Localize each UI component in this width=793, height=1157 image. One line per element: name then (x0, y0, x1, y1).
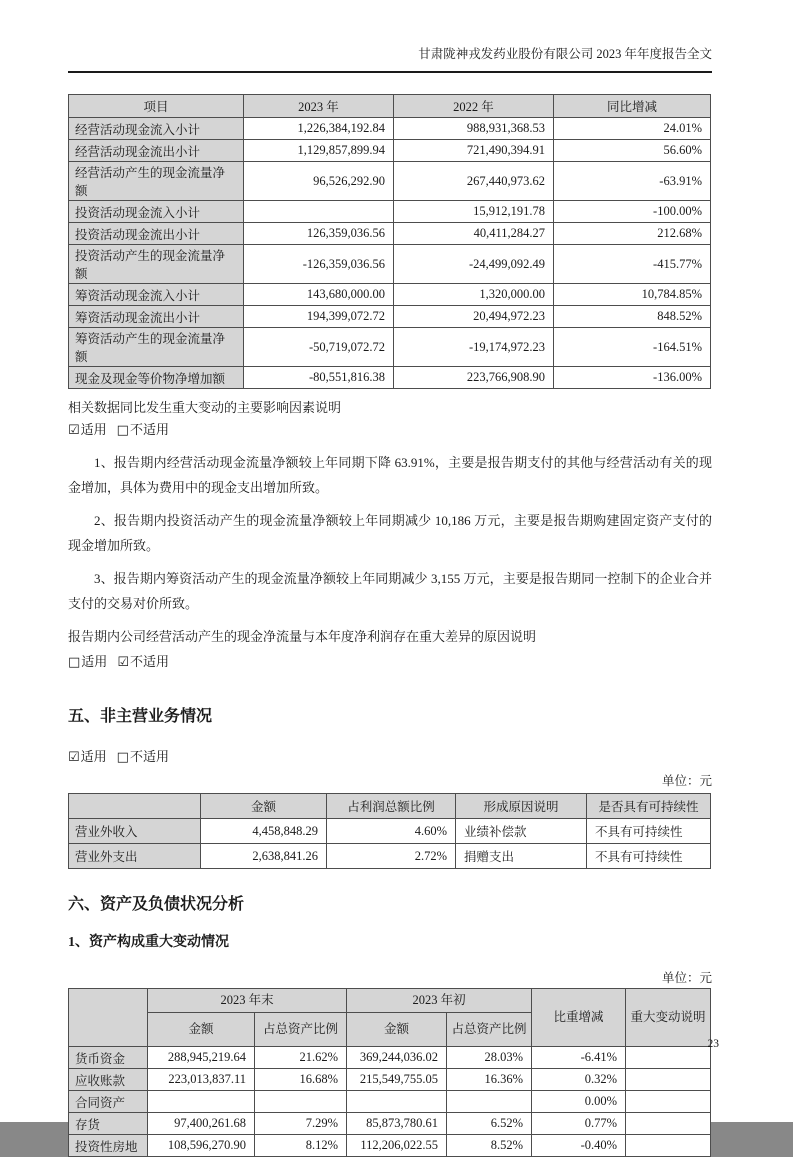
table-row (69, 306, 711, 328)
table-header-row (69, 95, 711, 118)
value-cell: 0.00% (532, 1091, 626, 1113)
value-cell: 28.03% (447, 1047, 532, 1069)
value-cell: 288,945,219.64 (148, 1047, 255, 1069)
page-header (68, 46, 712, 62)
value-cell: 215,549,755.05 (347, 1069, 447, 1091)
value-cell: 848.52% (554, 306, 711, 328)
applicability-line (68, 419, 712, 442)
checkbox-label: 适用 (81, 654, 108, 669)
row-label-cell: 筹资活动现金流入小计 (69, 284, 244, 306)
value-cell (626, 1047, 711, 1069)
non-operating-table (68, 793, 711, 869)
factors-title: 相关数据同比发生重大变动的主要影响因素说明 (68, 400, 342, 415)
value-cell: -50,719,072.72 (244, 328, 394, 367)
table-header-row (69, 989, 711, 1013)
value-cell: 721,490,394.91 (394, 140, 554, 162)
cash-flow-table (68, 94, 711, 389)
page-number: 23 (707, 1038, 719, 1050)
column-header: 是否具有可持续性 (587, 794, 711, 819)
row-label-cell: 存货 (69, 1113, 148, 1135)
value-cell: 16.36% (447, 1069, 532, 1091)
value-cell: 0.77% (532, 1113, 626, 1135)
row-label-cell: 投资活动产生的现金流量净额 (69, 245, 244, 284)
value-cell: -6.41% (532, 1047, 626, 1069)
table-row (69, 1069, 711, 1091)
value-cell: -415.77% (554, 245, 711, 284)
value-cell: 业绩补偿款 (456, 819, 587, 844)
value-cell (626, 1091, 711, 1113)
table-row (69, 1047, 711, 1069)
value-cell: 96,526,292.90 (244, 162, 394, 201)
value-cell: -100.00% (554, 201, 711, 223)
value-cell: 1,226,384,192.84 (244, 118, 394, 140)
value-cell: 85,873,780.61 (347, 1113, 447, 1135)
value-cell (626, 1135, 711, 1157)
value-cell: 2.72% (327, 844, 456, 869)
row-label-cell: 筹资活动现金流出小计 (69, 306, 244, 328)
value-cell: 4,458,848.29 (201, 819, 327, 844)
value-cell (626, 1069, 711, 1091)
value-cell: -63.91% (554, 162, 711, 201)
row-label-cell: 营业外收入 (69, 819, 201, 844)
value-cell (347, 1091, 447, 1113)
checkbox-label: 适用 (80, 749, 107, 764)
row-label-cell: 经营活动现金流出小计 (69, 140, 244, 162)
value-cell: 24.01% (554, 118, 711, 140)
header-rule (68, 71, 712, 73)
value-cell (148, 1091, 255, 1113)
note-paragraph-2: 2、报告期内投资活动产生的现金流量净额较上年同期减少 10,186 万元，主要是报告期购建固定资产支付的现金增加所致。 (68, 513, 712, 553)
column-header: 金额 (347, 1013, 447, 1047)
table-row (69, 162, 711, 201)
value-cell: 10,784.85% (554, 284, 711, 306)
unit-label: 单位：元 (661, 774, 712, 788)
column-header: 比重增减 (532, 989, 626, 1047)
table-row (69, 1091, 711, 1113)
value-cell: 223,013,837.11 (148, 1069, 255, 1091)
report-title: 甘肃陇神戎发药业股份有限公司 2023 年年度报告全文 (418, 47, 712, 61)
value-cell: -136.00% (554, 367, 711, 389)
table-row (69, 284, 711, 306)
value-cell: 143,680,000.00 (244, 284, 394, 306)
value-cell: 40,411,284.27 (394, 223, 554, 245)
section5-title: 五、非主营业务情况 (68, 708, 213, 725)
corner-cell (69, 989, 148, 1047)
value-cell: 267,440,973.62 (394, 162, 554, 201)
section6-subtitle: 1、资产构成重大变动情况 (68, 935, 229, 950)
row-label-cell: 经营活动产生的现金流量净额 (69, 162, 244, 201)
table-header-row (69, 794, 711, 819)
value-cell: -19,174,972.23 (394, 328, 554, 367)
value-cell (447, 1091, 532, 1113)
column-header: 重大变动说明 (626, 989, 711, 1047)
section6-title: 六、资产及负债状况分析 (68, 896, 245, 913)
value-cell: 2,638,841.26 (201, 844, 327, 869)
value-cell: 126,359,036.56 (244, 223, 394, 245)
column-header: 占总资产比例 (447, 1013, 532, 1047)
section5-applicability-line (68, 746, 712, 769)
value-cell: 1,129,857,899.94 (244, 140, 394, 162)
row-label-cell: 投资活动现金流出小计 (69, 223, 244, 245)
column-header: 占利润总额比例 (327, 794, 456, 819)
column-header: 占总资产比例 (255, 1013, 347, 1047)
checkbox-checked-icon: ☑ (117, 655, 129, 670)
table-row (69, 223, 711, 245)
row-label-cell: 经营活动现金流入小计 (69, 118, 244, 140)
diff-applicability-line (68, 651, 712, 674)
unit-label: 单位：元 (661, 971, 712, 985)
row-label-cell: 筹资活动产生的现金流量净额 (69, 328, 244, 367)
value-cell: 212.68% (554, 223, 711, 245)
value-cell: 97,400,261.68 (148, 1113, 255, 1135)
table-row (69, 140, 711, 162)
table-row (69, 819, 711, 844)
value-cell: -164.51% (554, 328, 711, 367)
diff-title: 报告期内公司经营活动产生的现金净流量与本年度净利润存在重大差异的原因说明 (68, 629, 537, 644)
value-cell: -126,359,036.56 (244, 245, 394, 284)
column-header: 2023 年 (244, 95, 394, 118)
value-cell: 0.32% (532, 1069, 626, 1091)
value-cell: 7.29% (255, 1113, 347, 1135)
checkbox-checked-icon: ☑ (68, 423, 80, 438)
value-cell: 108,596,270.90 (148, 1135, 255, 1157)
row-label-cell: 投资性房地 (69, 1135, 148, 1157)
column-header: 同比增减 (554, 95, 711, 118)
value-cell: 369,244,036.02 (347, 1047, 447, 1069)
checkbox-unchecked-icon: □ (116, 423, 129, 438)
checkbox-label: 适用 (80, 422, 107, 437)
value-cell: 捐赠支出 (456, 844, 587, 869)
column-header: 金额 (201, 794, 327, 819)
assets-table (68, 988, 711, 1157)
table-row (69, 118, 711, 140)
value-cell: 4.60% (327, 819, 456, 844)
value-cell: 16.68% (255, 1069, 347, 1091)
checkbox-label: 不适用 (129, 422, 169, 437)
table-row (69, 844, 711, 869)
note-paragraph-3: 3、报告期内筹资活动产生的现金流量净额较上年同期减少 3,155 万元，主要是报告期同一控制下的企业合并支付的交易对价所致。 (68, 571, 712, 611)
value-cell: 988,931,368.53 (394, 118, 554, 140)
row-label-cell: 货币资金 (69, 1047, 148, 1069)
value-cell: -80,551,816.38 (244, 367, 394, 389)
checkbox-label: 不适用 (129, 654, 169, 669)
value-cell: -0.40% (532, 1135, 626, 1157)
table-row (69, 1135, 711, 1157)
value-cell (626, 1113, 711, 1135)
value-cell: -24,499,092.49 (394, 245, 554, 284)
note-paragraph-1: 1、报告期内经营活动现金流量净额较上年同期下降 63.91%，主要是报告期支付的其他与经营活动有关的现金增加，具体为费用中的现金支出增加所致。 (68, 455, 712, 495)
row-label-cell: 应收账款 (69, 1069, 148, 1091)
table-row (69, 201, 711, 223)
column-header: 形成原因说明 (456, 794, 587, 819)
table-row (69, 245, 711, 284)
value-cell: 1,320,000.00 (394, 284, 554, 306)
value-cell: 56.60% (554, 140, 711, 162)
table-row (69, 1113, 711, 1135)
value-cell: 8.12% (255, 1135, 347, 1157)
checkbox-checked-icon: ☑ (68, 750, 80, 765)
value-cell: 112,206,022.55 (347, 1135, 447, 1157)
table-row (69, 367, 711, 389)
column-group-header: 2023 年初 (347, 989, 532, 1013)
value-cell: 20,494,972.23 (394, 306, 554, 328)
checkbox-unchecked-icon: □ (116, 750, 129, 765)
value-cell: 8.52% (447, 1135, 532, 1157)
value-cell: 194,399,072.72 (244, 306, 394, 328)
checkbox-label: 不适用 (129, 749, 169, 764)
value-cell: 6.52% (447, 1113, 532, 1135)
column-header: 金额 (148, 1013, 255, 1047)
column-header: 项目 (69, 95, 244, 118)
table-row (69, 328, 711, 367)
value-cell (255, 1091, 347, 1113)
value-cell (244, 201, 394, 223)
value-cell: 不具有可持续性 (587, 819, 711, 844)
value-cell: 223,766,908.90 (394, 367, 554, 389)
row-label-cell: 营业外支出 (69, 844, 201, 869)
value-cell: 不具有可持续性 (587, 844, 711, 869)
checkbox-unchecked-icon: □ (68, 655, 81, 670)
row-label-cell: 投资活动现金流入小计 (69, 201, 244, 223)
value-cell: 21.62% (255, 1047, 347, 1069)
column-header (69, 794, 201, 819)
column-group-header: 2023 年末 (148, 989, 347, 1013)
value-cell: 15,912,191.78 (394, 201, 554, 223)
column-header: 2022 年 (394, 95, 554, 118)
row-label-cell: 现金及现金等价物净增加额 (69, 367, 244, 389)
row-label-cell: 合同资产 (69, 1091, 148, 1113)
